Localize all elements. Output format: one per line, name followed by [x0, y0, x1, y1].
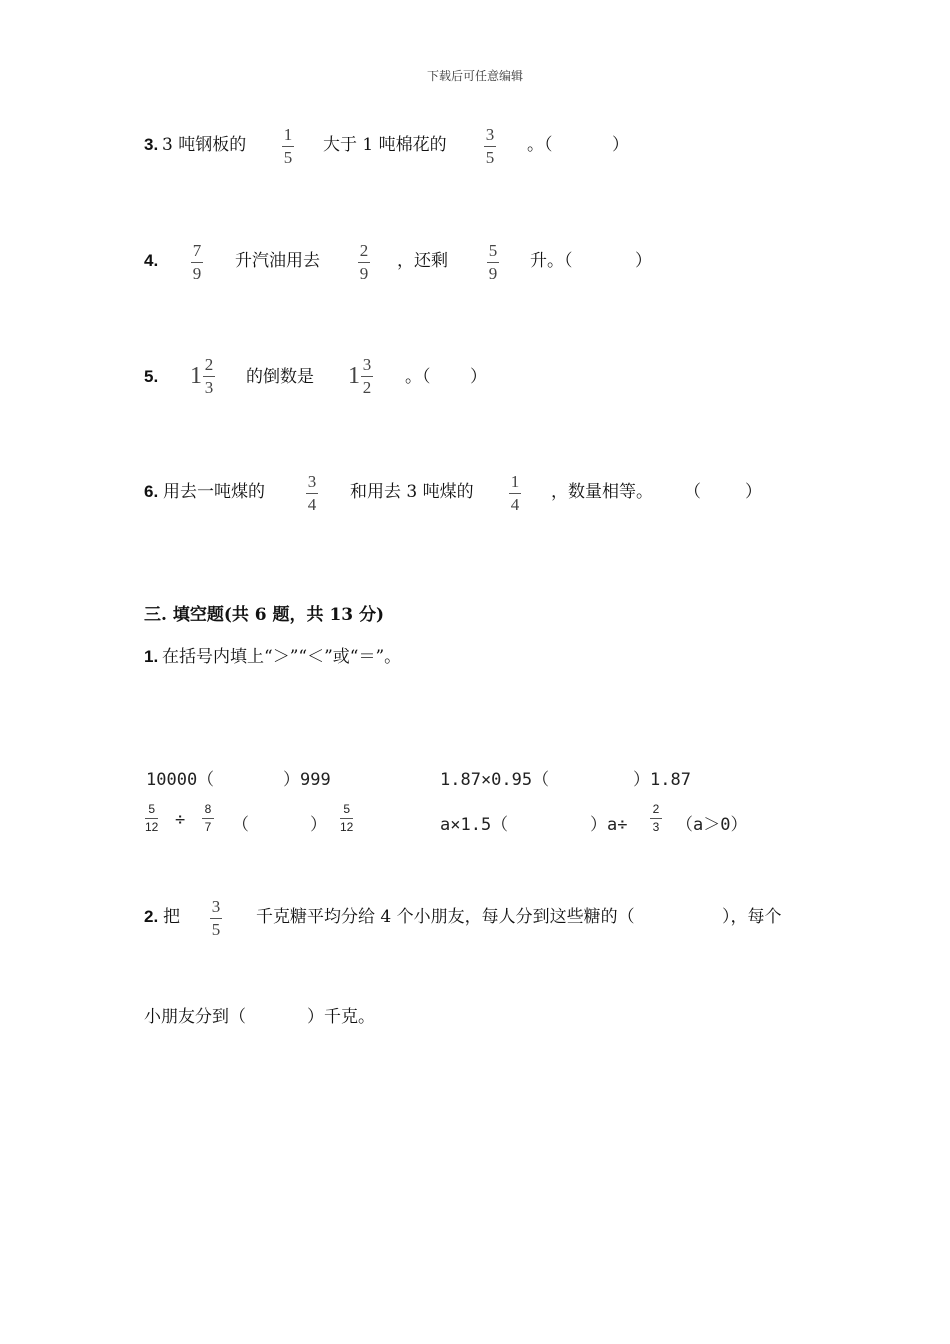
mixed-number: 1 $\frac{3}{2}$: [348, 355, 372, 397]
fraction: 8 7: [202, 803, 214, 834]
fraction: 5 9: [488, 241, 498, 283]
question-number: 6.: [144, 482, 159, 501]
question-text: 小朋友分到（: [144, 1007, 246, 1027]
fraction: 3 5: [485, 125, 495, 167]
fraction: 2 9: [359, 241, 369, 283]
compare-left: 1.87×0.95（: [440, 770, 550, 790]
fraction: 1 4: [510, 472, 520, 514]
fraction: 7 9: [192, 241, 202, 283]
page-header: 下载后可任意编辑: [426, 69, 523, 83]
compare-right: ）999: [283, 770, 331, 790]
question-text: 千克糖平均分给 4 个小朋友，每人分到这些糖的（: [256, 907, 635, 927]
question-number: 3.: [144, 135, 159, 154]
question-text: ）千克。: [307, 1007, 375, 1027]
answer-open-paren: 。（: [405, 367, 431, 387]
question-text: 和用去 3 吨煤的: [350, 482, 474, 502]
fraction: 5 12: [145, 802, 159, 834]
question-number: 1.: [144, 647, 159, 666]
question-text: 用去一吨煤的: [163, 482, 265, 502]
fraction: 2 3: [650, 803, 662, 834]
compare-right: ）a÷: [590, 815, 628, 835]
section-heading: 三. 填空题(共 6 题，共 13 分): [144, 605, 385, 625]
question-text: 大于 1 吨棉花的: [323, 135, 447, 155]
condition: （a＞0）: [676, 815, 748, 835]
answer-open-paren: 升。（: [530, 251, 573, 271]
question-text: 的倒数是: [246, 367, 314, 387]
answer-close-paren: ）: [470, 367, 487, 387]
compare-right: ）1.87: [633, 770, 691, 790]
divide-sign: ÷: [175, 810, 186, 830]
question-number: 4.: [144, 251, 159, 270]
compare-left: 10000（: [146, 770, 215, 790]
answer-close-paren: ）: [635, 251, 652, 271]
answer-close-paren: ）: [745, 482, 762, 502]
question-text: 把: [163, 907, 180, 927]
compare-left: a×1.5（: [440, 815, 509, 835]
answer-open-paren: （: [684, 482, 701, 502]
mixed-number: 1 $\frac{2}{3}$: [190, 355, 214, 397]
answer-close-paren: ）: [310, 815, 327, 835]
answer-close-paren: ）: [612, 135, 629, 155]
answer-open-paren: （: [232, 815, 249, 835]
question-text: ），每个: [722, 907, 782, 927]
fraction: 5 12: [340, 802, 354, 834]
fraction: 3 4: [307, 472, 317, 514]
question-text: ，数量相等。: [551, 482, 653, 502]
question-text: 3 吨钢板的: [162, 135, 247, 155]
question-text: 升汽油用去: [235, 251, 320, 271]
fraction: 3 5: [211, 897, 221, 939]
question-number: 2.: [144, 907, 159, 926]
question-text: 在括号内填上“＞”“＜”或“＝”。: [162, 647, 402, 667]
question-number: 5.: [144, 367, 159, 386]
fraction: 1 5: [283, 125, 293, 167]
answer-open-paren: 。（: [527, 135, 553, 155]
question-text: ，还剩: [397, 251, 448, 271]
